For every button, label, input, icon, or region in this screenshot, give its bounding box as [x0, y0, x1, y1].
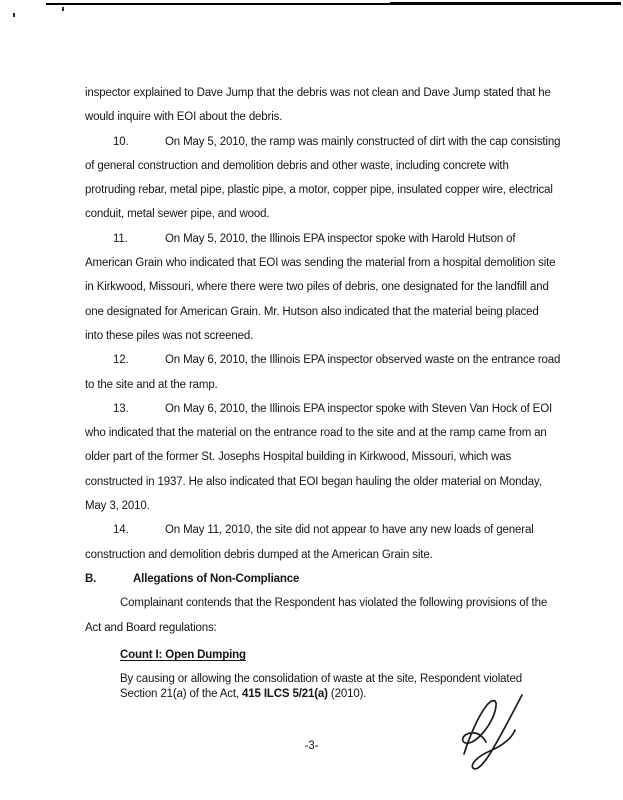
paragraph-11: [85, 232, 555, 353]
paragraph-number: 13.: [113, 402, 129, 415]
section-label: B.: [85, 573, 97, 585]
paragraph-10: [85, 135, 560, 232]
paragraph-continuation: [85, 86, 551, 135]
paragraph-12: [85, 353, 560, 402]
document-line: May 3, 2010.: [85, 500, 150, 513]
document-line: [85, 523, 534, 547]
document-line-text: On May 6, 2010, the Illinois EPA inspector spoke with Steven Van Hock of EOI: [165, 402, 553, 415]
document-line: of general construction and demolition debris and other waste, including concrete with: [85, 159, 509, 172]
document-line: would inquire with EOI about the debris.: [85, 111, 283, 124]
document-line: American Grain who indicated that EOI was sending the material from a hospital demolition site: [85, 257, 556, 270]
document-line: [85, 353, 560, 377]
document-line: who indicated that the material on the entrance road to the site and at the ramp came from an: [85, 427, 547, 440]
paragraph-complainant: [85, 596, 547, 645]
document-line: older part of the former St. Josephs Hospital building in Kirkwood, Missouri, which was: [85, 451, 512, 464]
document-line: [85, 596, 547, 620]
document-line: in Kirkwood, Missouri, where there were two piles of debris, one designated for the landfill and: [85, 281, 549, 294]
document-line: [85, 402, 552, 426]
paragraph-14: [85, 523, 534, 572]
document-line: one designated for American Grain. Mr. Hutson also indicated that the material being placed: [85, 305, 539, 318]
document-line: constructed in 1937. He also indicated that EOI began hauling the older material on Monday,: [85, 475, 542, 488]
document-line: conduit, metal sewer pipe, and wood.: [85, 208, 270, 221]
section-title: Allegations of Non-Compliance: [133, 573, 300, 585]
document-line-text: On May 11, 2010, the site did not appear to have any new loads of general: [165, 524, 534, 537]
document-line: into these piles was not screened.: [85, 329, 254, 342]
page-top-border-thin: [46, 3, 390, 5]
page-top-border-thick: [390, 2, 621, 6]
document-line-text: Complainant contends that the Respondent has violated the following provisions of the: [120, 597, 548, 610]
signature-initials-dj-icon: [450, 690, 545, 782]
paragraph-number: 11.: [113, 232, 128, 245]
document-line: By causing or allowing the consolidation of waste at the site, Respondent violated: [120, 672, 522, 685]
paragraph-number: 10.: [113, 135, 129, 148]
paragraph-13: [85, 402, 552, 523]
document-line: Act and Board regulations:: [85, 621, 217, 634]
document-line: construction and demolition debris dumped at the American Grain site.: [85, 548, 433, 561]
document-line: [85, 232, 555, 256]
page-number: -3-: [304, 740, 319, 752]
document-line-text: On May 5, 2010, the Illinois EPA inspector spoke with Harold Hutson of: [165, 232, 516, 245]
paragraph-number: 12.: [113, 354, 129, 367]
statute-text: Section 21(a) of the Act,: [120, 687, 243, 700]
statute-year: (2010).: [327, 687, 367, 700]
scan-artifact-mark: [13, 13, 15, 17]
document-line-text: On May 6, 2010, the Illinois EPA inspector observed waste on the entrance road: [165, 354, 561, 367]
scan-artifact-mark: [62, 7, 64, 11]
document-line-text: On May 5, 2010, the ramp was mainly constructed of dirt with the cap consisting: [165, 135, 561, 148]
document-line: inspector explained to Dave Jump that the debris was not clean and Dave Jump stated that he: [85, 87, 551, 99]
document-line: [85, 135, 560, 159]
document-line: protruding rebar, metal pipe, plastic pipe, a motor, copper pipe, insulated copper wire, electrical: [85, 184, 553, 197]
statute-citation: 415 ILCS 5/21(a): [242, 687, 328, 700]
count-1-heading-block: [85, 648, 246, 672]
paragraph-number: 14.: [113, 524, 129, 537]
count-1-heading: Count I: Open Dumping: [120, 649, 246, 661]
section-b-heading: [85, 572, 299, 596]
document-line: to the site and at the ramp.: [85, 378, 218, 391]
